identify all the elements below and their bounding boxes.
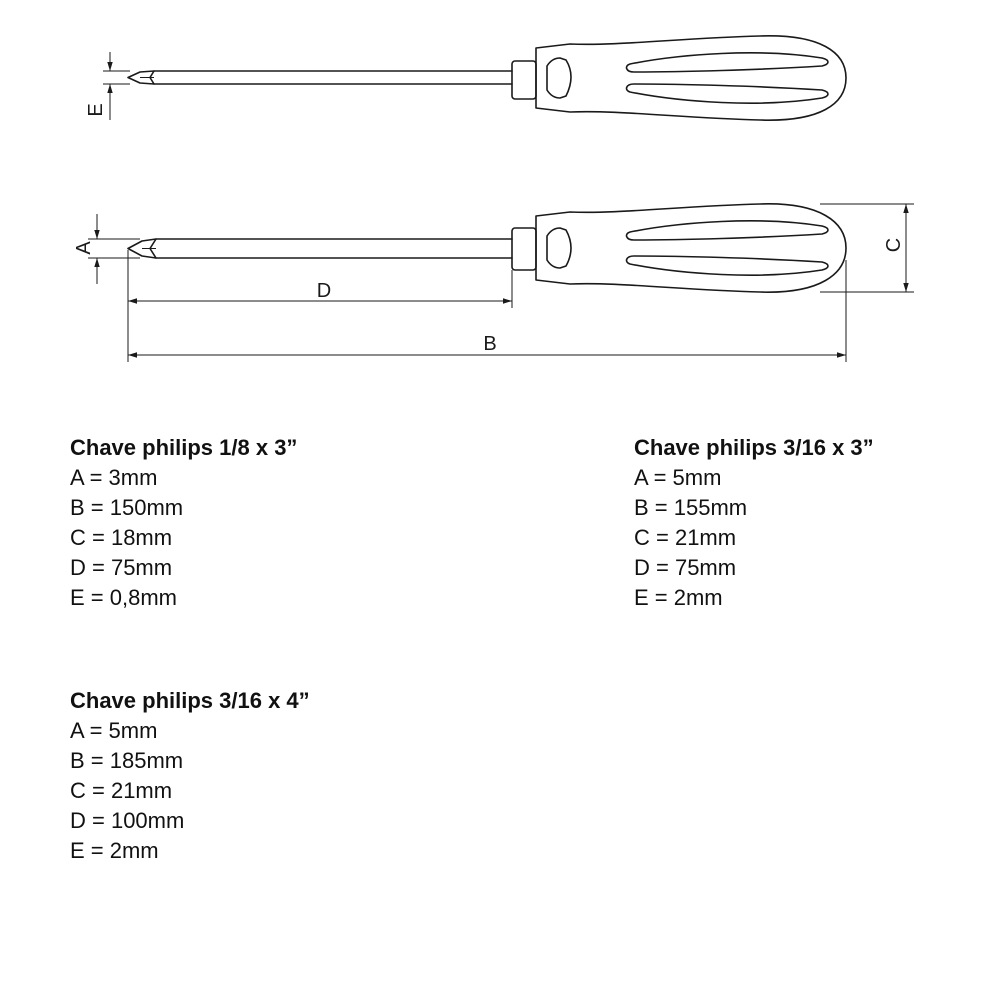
dimension-label-b: B <box>483 333 497 355</box>
screwdriver-top-view <box>85 36 846 120</box>
spec-title: Chave philips 3/16 x 3” <box>634 435 874 460</box>
spec-row-b: B = 155mm <box>634 495 748 520</box>
dimension-label-a: A <box>73 241 95 255</box>
spec-row-c: C = 21mm <box>70 778 173 803</box>
spec-row-b: B = 150mm <box>70 495 184 520</box>
dimension-label-c: C <box>883 237 905 253</box>
screwdriver-technical-drawing <box>0 0 1000 400</box>
spec-title: Chave philips 3/16 x 4” <box>70 688 310 713</box>
spec-row-c: C = 21mm <box>634 525 737 550</box>
spec-row-e: E = 2mm <box>70 838 159 863</box>
spec-row-b: B = 185mm <box>70 748 184 773</box>
spec-row-c: C = 18mm <box>70 525 173 550</box>
spec-row-a: A = 3mm <box>70 465 158 490</box>
screwdriver-bottom-view <box>73 204 914 362</box>
spec-row-a: A = 5mm <box>70 718 158 743</box>
dimension-label-d: D <box>316 280 332 302</box>
spec-row-d: D = 75mm <box>70 555 173 580</box>
dimension-label-e: E <box>85 103 107 117</box>
spec-block-3-16x3 <box>634 433 874 613</box>
spec-row-d: D = 100mm <box>70 808 185 833</box>
spec-row-d: D = 75mm <box>634 555 737 580</box>
spec-block-1-8x3 <box>70 433 297 613</box>
spec-row-a: A = 5mm <box>634 465 722 490</box>
spec-row-e: E = 2mm <box>634 585 723 610</box>
spec-title: Chave philips 1/8 x 3” <box>70 435 298 460</box>
spec-row-e: E = 0,8mm <box>70 585 177 610</box>
spec-block-3-16x4 <box>70 686 310 866</box>
